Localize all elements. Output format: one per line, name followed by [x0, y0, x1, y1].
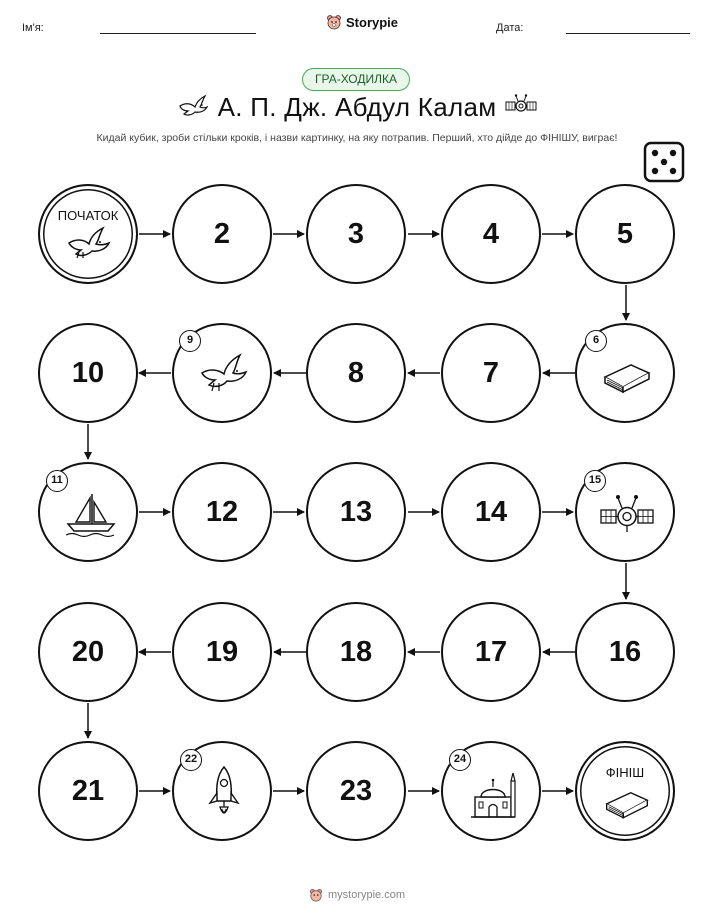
square-14: 14 — [441, 462, 541, 562]
square-22-badge: 22 — [180, 749, 202, 771]
square-7: 7 — [441, 323, 541, 423]
square-12: 12 — [172, 462, 272, 562]
square-20: 20 — [38, 602, 138, 702]
footer-site[interactable]: mystorypie.com — [327, 889, 406, 901]
square-13: 13 — [306, 462, 406, 562]
square-17: 17 — [441, 602, 541, 702]
mosque-icon — [469, 769, 517, 821]
square-6-badge: 6 — [585, 330, 607, 352]
book-icon — [603, 785, 651, 819]
square-8: 8 — [306, 323, 406, 423]
dove-icon — [200, 351, 248, 397]
dove-icon — [67, 226, 111, 260]
square-15-badge: 15 — [584, 470, 606, 492]
square-19: 19 — [172, 602, 272, 702]
instructions: Кидай кубик, зроби стільки кроків, і назви картинку, на яку потрапив. Перший, хто дійде до ФІНІШУ, виграє! — [96, 132, 618, 144]
sailboat-icon — [64, 490, 118, 540]
brand-name: Storypie — [346, 14, 399, 30]
bear-icon — [309, 888, 323, 902]
square-3: 3 — [306, 184, 406, 284]
satellite-icon — [599, 492, 655, 538]
name-label: Ім'я: — [22, 22, 44, 34]
square-9-badge: 9 — [179, 330, 201, 352]
square-5: 5 — [575, 184, 675, 284]
date-label: Дата: — [496, 22, 524, 34]
square-4: 4 — [441, 184, 541, 284]
start-label: ПОЧАТОК — [57, 208, 119, 223]
square-18: 18 — [306, 602, 406, 702]
square-11-badge: 11 — [46, 470, 68, 492]
square-10: 10 — [38, 323, 138, 423]
book-icon — [601, 357, 653, 393]
start-square — [38, 184, 138, 284]
square-24-badge: 24 — [449, 749, 471, 771]
rocket-icon — [207, 765, 241, 823]
footer — [0, 888, 714, 902]
game-type-tag: ГРА-ХОДИЛКА — [302, 68, 410, 91]
finish-label: ФІНІШ — [605, 765, 645, 780]
square-16: 16 — [575, 602, 675, 702]
square-21: 21 — [38, 741, 138, 841]
square-23: 23 — [306, 741, 406, 841]
finish-square — [575, 741, 675, 841]
square-2: 2 — [172, 184, 272, 284]
page-title: А. П. Дж. Абдул Калам — [217, 92, 497, 122]
